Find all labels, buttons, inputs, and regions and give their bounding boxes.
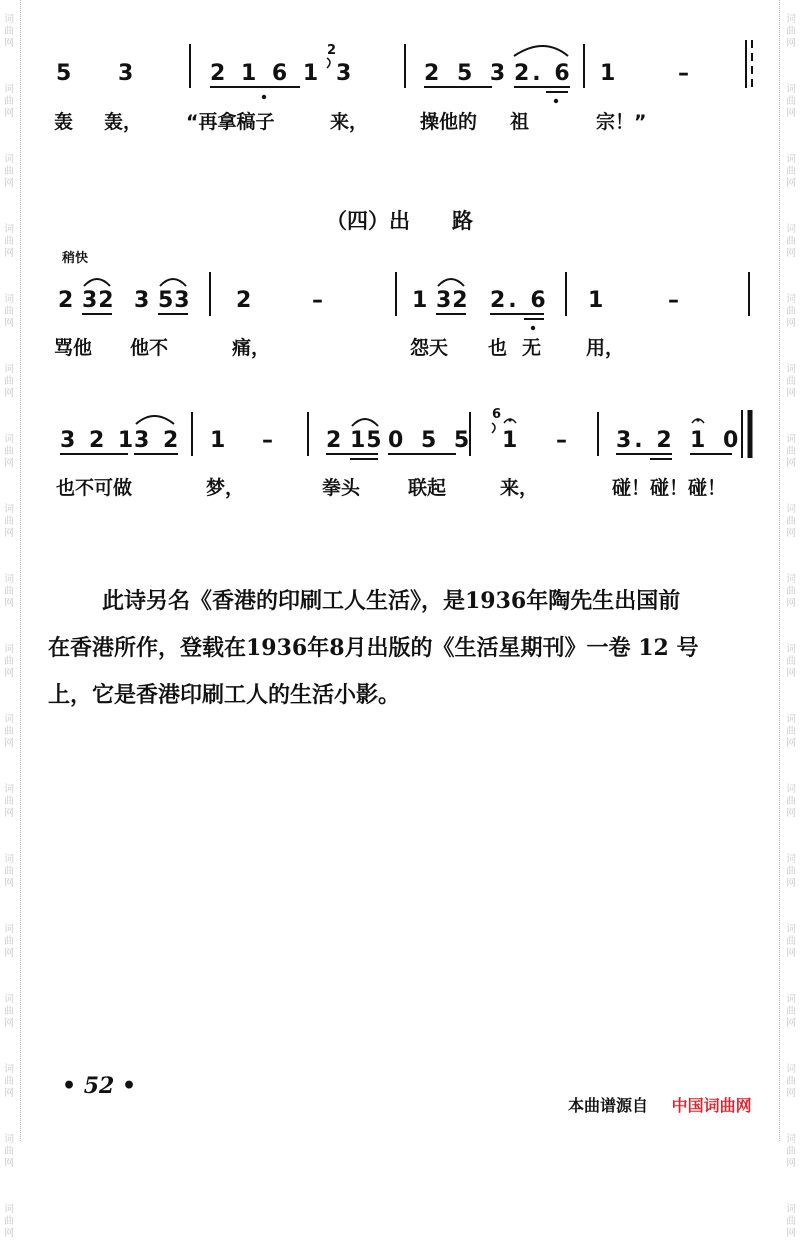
slur xyxy=(84,279,110,286)
watermark-glyph: 词 xyxy=(4,154,14,165)
watermark-glyph: 网 xyxy=(4,1228,14,1239)
score-line-2 xyxy=(54,272,749,359)
watermark-glyph: 网 xyxy=(4,178,14,189)
watermark-glyph: 网 xyxy=(786,178,796,189)
slur xyxy=(438,279,464,286)
note-group: 2 1 6 1 xyxy=(210,61,323,86)
watermark-glyph: 网 xyxy=(4,38,14,49)
lyric: 痛， xyxy=(232,337,271,359)
watermark-glyph: 曲 xyxy=(4,656,14,667)
watermark-glyph: 词 xyxy=(4,294,14,305)
note: 3 xyxy=(336,61,352,86)
note: 3 xyxy=(118,61,134,86)
note-group: 32 xyxy=(436,288,469,313)
page-number: • 52 • xyxy=(62,1073,137,1099)
watermark-glyph: 词 xyxy=(786,14,796,25)
watermark-glyph: 网 xyxy=(786,808,796,819)
lyric: 来， xyxy=(500,477,539,499)
slur xyxy=(136,416,174,424)
watermark-glyph: 网 xyxy=(4,318,14,329)
watermark-glyph-stack xyxy=(786,924,796,960)
watermark-glyph: 网 xyxy=(786,1088,796,1099)
lyric: 祖 xyxy=(510,111,530,133)
lyric: 轰 xyxy=(54,111,74,133)
watermark-glyph: 曲 xyxy=(786,656,796,667)
watermark-glyph: 曲 xyxy=(4,166,14,177)
fermata-dot xyxy=(696,418,699,421)
grace-note: 2 xyxy=(327,43,337,58)
note-group: 2. 6 xyxy=(514,61,573,86)
watermark-glyph: 曲 xyxy=(786,1076,796,1087)
lyric: 拳头 xyxy=(322,477,361,499)
lyric: 轰， xyxy=(104,111,143,133)
watermark-glyph: 词 xyxy=(4,1064,14,1075)
watermark-glyph: 词 xyxy=(4,924,14,935)
note-group: 32 xyxy=(82,288,115,313)
watermark-glyph: 词 xyxy=(786,1064,796,1075)
watermark-glyph: 曲 xyxy=(786,866,796,877)
lyric: 宗！” xyxy=(596,111,647,133)
tempo-marking: 稍快 xyxy=(62,251,89,266)
note: 1 xyxy=(600,61,616,86)
watermark-glyph-stack xyxy=(4,644,14,680)
watermark-glyph: 曲 xyxy=(786,446,796,457)
watermark-glyph: 词 xyxy=(786,924,796,935)
watermark-glyph: 网 xyxy=(4,1088,14,1099)
watermark-glyph-stack xyxy=(786,1204,796,1240)
watermark-glyph: 词 xyxy=(4,854,14,865)
watermark-glyph: 网 xyxy=(786,878,796,889)
watermark-glyph: 曲 xyxy=(786,1216,796,1227)
note-group: 3 2 xyxy=(134,428,182,453)
watermark-glyph: 词 xyxy=(786,364,796,375)
watermark-glyph: 词 xyxy=(786,504,796,515)
watermark-glyph: 网 xyxy=(4,458,14,469)
note: 2 xyxy=(326,428,342,453)
watermark-glyph: 网 xyxy=(786,598,796,609)
dash: – xyxy=(312,288,323,313)
note-group: 2 5 3 xyxy=(424,61,511,86)
watermark-glyph: 网 xyxy=(786,248,796,259)
note-group: 1 0 xyxy=(690,428,744,453)
watermark-glyph: 词 xyxy=(786,994,796,1005)
watermark-glyph: 曲 xyxy=(4,306,14,317)
watermark-glyph-stack xyxy=(4,924,14,960)
watermark-glyph: 曲 xyxy=(4,1006,14,1017)
watermark-glyph: 网 xyxy=(786,668,796,679)
watermark-glyph: 网 xyxy=(4,668,14,679)
watermark-glyph: 曲 xyxy=(4,726,14,737)
watermark-glyph: 词 xyxy=(786,154,796,165)
low-octave-dot xyxy=(554,99,558,103)
watermark-glyph: 词 xyxy=(786,644,796,655)
source-site-name[interactable]: 中国词曲网 xyxy=(671,1096,752,1115)
note: 2 xyxy=(236,288,252,313)
watermark-glyph: 词 xyxy=(4,714,14,725)
watermark-glyph: 词 xyxy=(786,434,796,445)
note: 3 xyxy=(134,288,150,313)
watermark-glyph: 词 xyxy=(786,294,796,305)
watermark-glyph: 曲 xyxy=(4,936,14,947)
prose-paragraph xyxy=(48,578,760,719)
watermark-glyph: 网 xyxy=(4,1018,14,1029)
lyric: 他不 xyxy=(130,337,169,359)
score-line-1 xyxy=(54,40,752,133)
prose-line: 在香港所作，登载在1936年8月出版的《生活星期刊》一卷 12 号 xyxy=(48,635,699,661)
lyric: 操他的 xyxy=(420,111,478,133)
watermark-glyph: 词 xyxy=(4,504,14,515)
watermark-glyph: 词 xyxy=(786,714,796,725)
watermark-glyph: 网 xyxy=(786,318,796,329)
watermark-glyph: 曲 xyxy=(4,1076,14,1087)
watermark-glyph: 词 xyxy=(4,84,14,95)
watermark-glyph: 词 xyxy=(4,994,14,1005)
note-group: 3 2 1 xyxy=(60,428,137,453)
watermark-glyph-stack xyxy=(786,644,796,680)
watermark-glyph: 网 xyxy=(786,38,796,49)
watermark-glyph: 网 xyxy=(786,948,796,959)
watermark-glyph: 词 xyxy=(4,784,14,795)
watermark-glyph-stack xyxy=(786,994,796,1030)
dash: – xyxy=(668,288,679,313)
section-title: （四）出 路 xyxy=(326,209,473,233)
watermark-glyph: 曲 xyxy=(4,446,14,457)
lyric: 无 xyxy=(522,337,542,359)
watermark-glyph: 网 xyxy=(4,598,14,609)
watermark-glyph: 曲 xyxy=(786,1006,796,1017)
low-octave-dot xyxy=(262,95,266,99)
dash: – xyxy=(262,428,273,453)
dash: – xyxy=(678,61,689,86)
note: 1 xyxy=(412,288,428,313)
note: 1 xyxy=(588,288,604,313)
watermark-glyph: 词 xyxy=(4,1204,14,1215)
watermark-glyph-stack xyxy=(4,574,14,610)
watermark-glyph: 曲 xyxy=(786,96,796,107)
low-octave-dot xyxy=(531,326,535,330)
watermark-glyph: 曲 xyxy=(4,26,14,37)
slur xyxy=(514,46,568,56)
note-group: 15 xyxy=(350,428,383,453)
watermark-glyph: 词 xyxy=(786,1204,796,1215)
grace-note: 6 xyxy=(492,407,502,422)
lyric: 碰！碰！碰！ xyxy=(612,477,727,499)
watermark-glyph: 曲 xyxy=(4,586,14,597)
watermark-glyph: 曲 xyxy=(786,796,796,807)
lyric: 骂他 xyxy=(54,337,93,359)
watermark-glyph: 曲 xyxy=(786,586,796,597)
note-group: 2. 6 xyxy=(490,288,549,313)
music-score xyxy=(0,0,800,540)
watermark-glyph-stack xyxy=(786,1064,796,1100)
prose-line: 此诗另名《香港的印刷工人生活》，是1936年陶先生出国前 xyxy=(102,588,681,614)
watermark-glyph: 曲 xyxy=(786,166,796,177)
watermark-glyph: 曲 xyxy=(786,236,796,247)
watermark-glyph-stack xyxy=(4,1064,14,1100)
watermark-glyph-stack xyxy=(4,714,14,750)
watermark-glyph: 词 xyxy=(786,574,796,585)
watermark-glyph: 曲 xyxy=(786,26,796,37)
watermark-glyph: 词 xyxy=(4,364,14,375)
slur xyxy=(160,279,186,286)
note: 5 xyxy=(56,61,72,86)
watermark-glyph: 网 xyxy=(786,1018,796,1029)
watermark-glyph-stack xyxy=(786,784,796,820)
lyric: 联起 xyxy=(408,477,447,499)
watermark-glyph: 词 xyxy=(4,574,14,585)
watermark-glyph: 网 xyxy=(4,248,14,259)
watermark-glyph: 曲 xyxy=(786,516,796,527)
watermark-glyph: 曲 xyxy=(786,726,796,737)
watermark-glyph: 网 xyxy=(786,108,796,119)
watermark-glyph: 曲 xyxy=(4,866,14,877)
watermark-glyph: 网 xyxy=(4,738,14,749)
slur xyxy=(352,419,378,426)
watermark-glyph: 曲 xyxy=(4,1146,14,1157)
note-group: 0 5 5 xyxy=(388,428,475,453)
watermark-glyph: 网 xyxy=(786,738,796,749)
watermark-glyph: 词 xyxy=(4,434,14,445)
dash: – xyxy=(556,428,567,453)
watermark-glyph: 词 xyxy=(786,1134,796,1145)
note-group: 3. 2 xyxy=(616,428,675,453)
lyric: 也 xyxy=(488,337,508,359)
watermark-glyph: 曲 xyxy=(786,1146,796,1157)
watermark-glyph: 词 xyxy=(4,644,14,655)
lyric: 梦， xyxy=(206,477,245,499)
note: 1 xyxy=(502,428,518,453)
prose-line: 上，它是香港印刷工人的生活小影。 xyxy=(48,682,401,708)
watermark-glyph: 曲 xyxy=(786,936,796,947)
watermark-glyph: 网 xyxy=(786,1228,796,1239)
watermark-glyph: 网 xyxy=(4,528,14,539)
lyric: 也不可做 xyxy=(56,477,133,499)
source-credit xyxy=(568,1093,752,1116)
watermark-glyph-stack xyxy=(4,1204,14,1240)
watermark-glyph: 词 xyxy=(786,784,796,795)
watermark-glyph: 词 xyxy=(786,84,796,95)
watermark-glyph: 曲 xyxy=(4,376,14,387)
fermata-dot xyxy=(508,418,511,421)
note: 1 xyxy=(210,428,226,453)
watermark-glyph: 曲 xyxy=(4,516,14,527)
watermark-glyph-stack xyxy=(786,714,796,750)
grace-slur xyxy=(492,423,495,433)
watermark-glyph: 词 xyxy=(786,224,796,235)
watermark-glyph: 网 xyxy=(786,528,796,539)
watermark-glyph: 曲 xyxy=(786,376,796,387)
watermark-glyph: 词 xyxy=(4,1134,14,1145)
note-group: 53 xyxy=(158,288,191,313)
watermark-glyph-stack xyxy=(4,854,14,890)
lyric: 怨天 xyxy=(410,337,449,359)
lyric: “再拿稿子 xyxy=(186,111,275,133)
note: 2 xyxy=(58,288,74,313)
watermark-glyph: 曲 xyxy=(4,1216,14,1227)
watermark-glyph: 网 xyxy=(786,388,796,399)
watermark-glyph: 词 xyxy=(4,224,14,235)
watermark-glyph: 网 xyxy=(4,878,14,889)
watermark-glyph-stack xyxy=(786,1134,796,1170)
watermark-glyph: 曲 xyxy=(4,796,14,807)
watermark-glyph-stack xyxy=(786,574,796,610)
watermark-glyph-stack xyxy=(4,784,14,820)
watermark-glyph: 网 xyxy=(4,808,14,819)
watermark-glyph: 网 xyxy=(4,948,14,959)
watermark-glyph: 网 xyxy=(786,1158,796,1169)
watermark-glyph: 曲 xyxy=(4,96,14,107)
score-line-3 xyxy=(56,407,750,499)
watermark-glyph-stack xyxy=(4,994,14,1030)
watermark-glyph: 词 xyxy=(4,14,14,25)
watermark-glyph-stack xyxy=(786,854,796,890)
watermark-glyph: 网 xyxy=(4,108,14,119)
watermark-glyph: 网 xyxy=(4,1158,14,1169)
watermark-glyph: 网 xyxy=(4,388,14,399)
watermark-glyph: 网 xyxy=(786,458,796,469)
grace-slur xyxy=(327,58,330,68)
lyric: 用， xyxy=(586,337,625,359)
lyric: 来， xyxy=(330,111,369,133)
watermark-glyph-stack xyxy=(4,1134,14,1170)
source-label: 本曲谱源自 xyxy=(568,1096,649,1115)
watermark-glyph: 曲 xyxy=(4,236,14,247)
watermark-glyph: 曲 xyxy=(786,306,796,317)
watermark-glyph: 词 xyxy=(786,854,796,865)
